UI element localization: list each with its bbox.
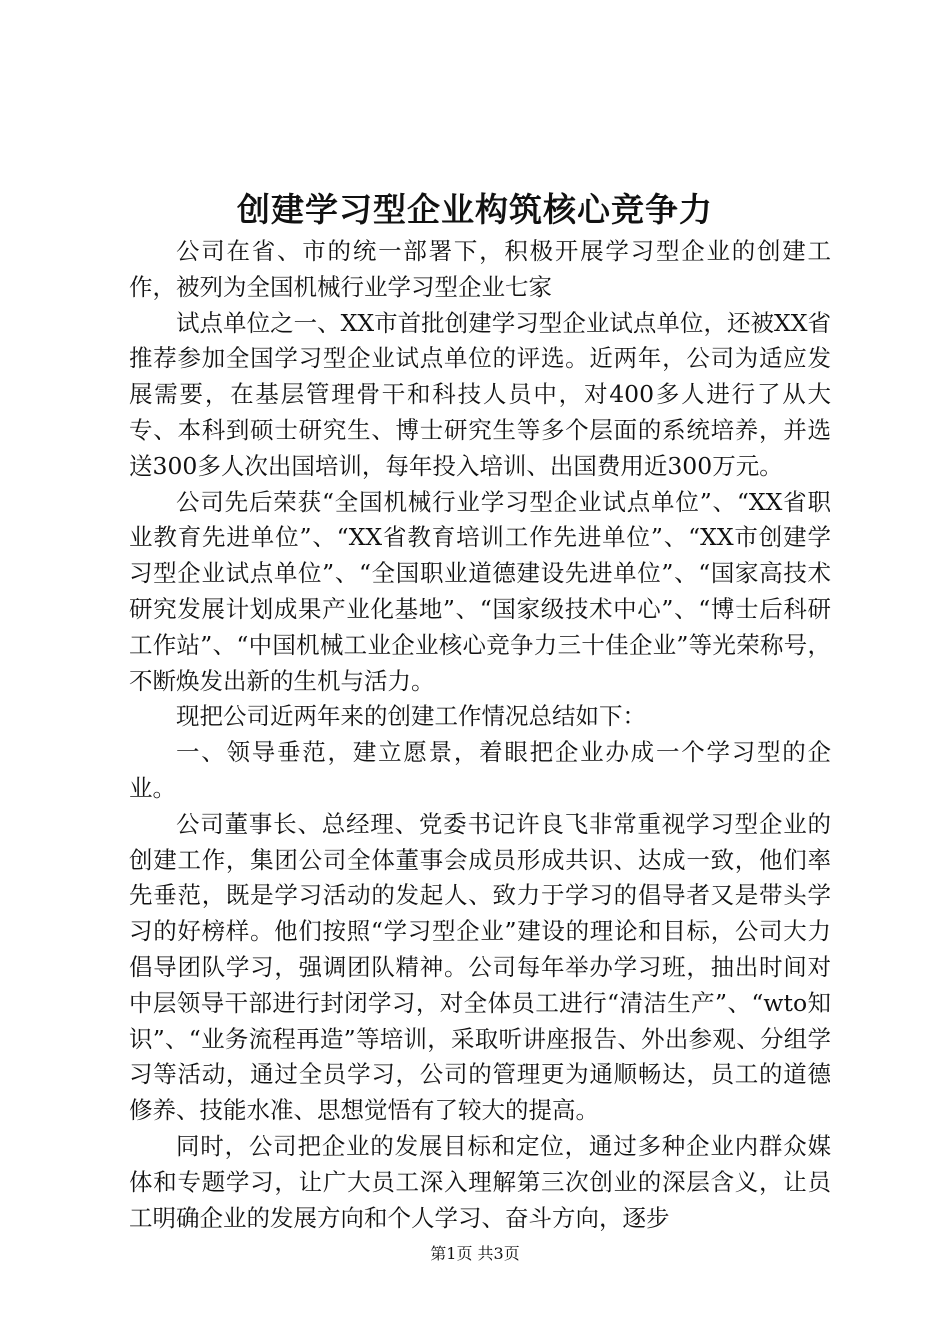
document-title: 创建学习型企业构筑核心竞争力 [237,190,713,229]
section-heading-1: 一、领导垂范，建立愿景，着眼把企业办成一个学习型的企业。 [129,738,831,802]
paragraph-leadership: 公司董事长、总经理、党委书记许良飞非常重视学习型企业的创建工作，集团公司全体董事会成员形成共识、达成一致，他们率先垂范，既是学习活动的发起人、致力于学习的倡导者又是带头学习的好榜样。他们按照“学习型企业”建设的理论和目标，公司大力倡导团队学习，强调团队精神。公司每年举办学习班，抽出时间对中层领导干部进行封闭学习，对全体员工进行“清洁生产”、“wto知识”、“业务流程再造”等培训，采取听讲座报告、外出参观、分组学习等活动，通过全员学习，公司的管理更为通顺畅达，员工的道德修养、技能水准、思想觉悟有了较大的提高。 [129,809,831,1125]
paragraph-intro: 公司在省、市的统一部署下，积极开展学习型企业的创建工作，被列为全国机械行业学习型企业七家 [129,237,831,301]
document-body [129,234,831,1236]
paragraph-pilot-units: 试点单位之一、XX市首批创建学习型企业试点单位，还被XX省推荐参加全国学习型企业试点单位的评选。近两年，公司为适应发展需要，在基层管理骨干和科技人员中，对400多人进行了从大专、本科到硕士研究生、博士研究生等多个层面的系统培养，并选送300多人次出国培训，每年投入培训、出国费用近300万元。 [129,308,831,480]
paragraph-goals: 同时，公司把企业的发展目标和定位，通过多种企业内群众媒体和专题学习，让广大员工深入理解第三次创业的深层含义，让员工明确企业的发展方向和个人学习、奋斗方向，逐步 [129,1131,831,1232]
page-number: 第1页 共3页 [430,1244,520,1263]
paragraph-summary-intro: 现把公司近两年来的创建工作情况总结如下： [176,702,646,731]
paragraph-honors: 公司先后荣获“全国机械行业学习型企业试点单位”、“XX省职业教育先进单位”、“XX省教育培训工作先进单位”、“XX市创建学习型企业试点单位”、“全国职业道德建设先进单位”、“国家高技术研究发展计划成果产业化基地”、“国家级技术中心”、“博士后科研工作站”、“中国机械工业企业核心竞争力三十佳企业”等光荣称号，不断焕发出新的生机与活力。 [129,487,831,695]
